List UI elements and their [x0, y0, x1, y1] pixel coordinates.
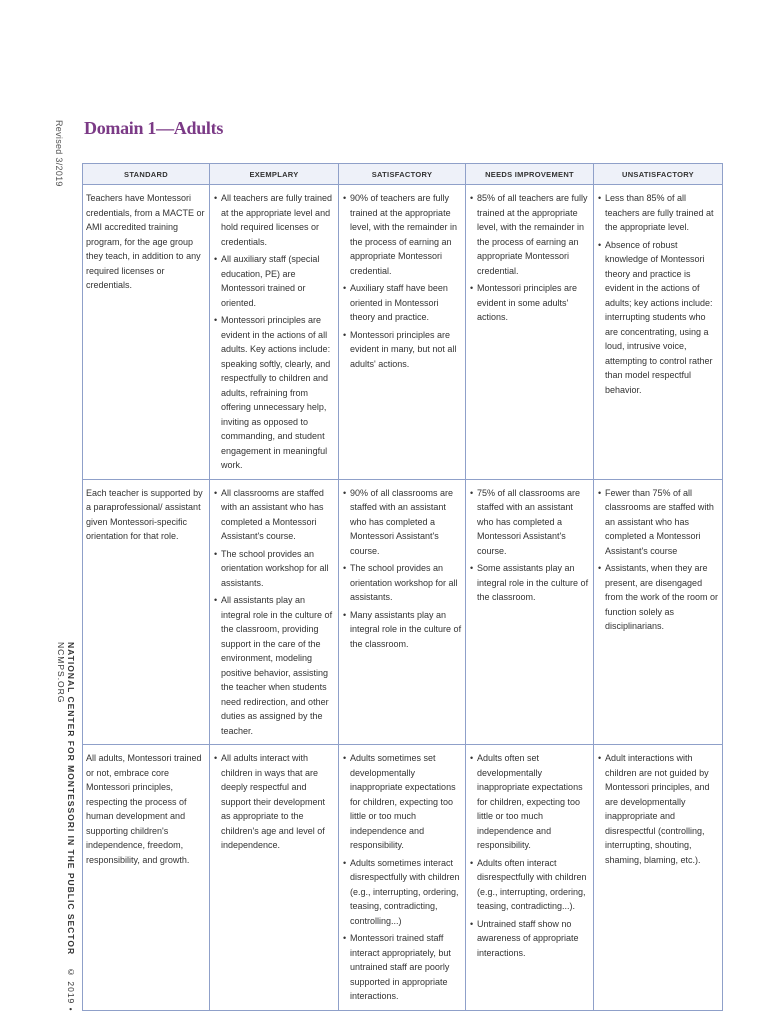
bullet-item: • Fewer than 75% of all classrooms are staffed with an assistant who has completed a Montessori Assistant's course [597, 486, 719, 559]
bullet-item: • All assistants play an integral role in the culture of the classroom, providing support in the care of the environment, modeling positive behavior, assisting the teacher when students need redirection, and other duties as assigned by the teacher. [213, 593, 335, 738]
copyright: © 2019 • NCMPS.ORG [56, 642, 76, 1012]
bullet-item: • Absence of robust knowledge of Montessori theory and practice is evident in the actions of adults; key actions include: interrupting students who are concentrating, using a loud, intrusive voice, attempting to control rather than model respectful behavior. [597, 238, 719, 398]
bullet-item: • Auxiliary staff have been oriented in Montessori theory and practice. [342, 281, 462, 325]
bullet-item: • Montessori trained staff interact appropriately, but untrained staff are poorly supported in appropriate interactions. [342, 931, 462, 1004]
table-row [83, 185, 723, 480]
side-footer [56, 642, 76, 1024]
bullet-item: • Montessori principles are evident in many, but not all adults' actions. [342, 328, 462, 372]
needs-improvement-cell [466, 745, 594, 1011]
bullet-item: • Some assistants play an integral role in the culture of the classroom. [469, 561, 590, 605]
bullet-item: • All classrooms are staffed with an assistant who has completed a Montessori Assistant's course. [213, 486, 335, 544]
bullet-item: • All auxiliary staff (special education, PE) are Montessori trained or oriented. [213, 252, 335, 310]
bullet-item: • Montessori principles are evident in the actions of all adults. Key actions include: speaking softly, clearly, and respectfully to children and adults, refraining from offering unnecessary help, inviting as opposed to commanding, and student engagement in meaningful work. [213, 313, 335, 473]
satisfactory-cell [339, 185, 466, 480]
standard-cell [83, 185, 210, 480]
unsatisfactory-cell [594, 185, 723, 480]
bullet-item: • All teachers are fully trained at the appropriate level and hold required licenses or credentials. [213, 191, 335, 249]
bullet-item: • 90% of all classrooms are staffed with an assistant who has completed a Montessori Assistant's course. [342, 486, 462, 559]
header-satisfactory: SATISFACTORY [339, 164, 466, 185]
table-row [83, 745, 723, 1011]
revised-date: Revised 3/2019 [54, 120, 64, 187]
bullet-item: • The school provides an orientation workshop for all assistants. [342, 561, 462, 605]
bullet-item: • Adults sometimes interact disrespectfully with children (e.g., interrupting, ordering, teasing, contradicting, controlling...) [342, 856, 462, 929]
header-needs-improvement: NEEDS IMPROVEMENT [466, 164, 594, 185]
header-standard: STANDARD [83, 164, 210, 185]
standard-text: All adults, Montessori trained or not, embrace core Montessori principles, respecting the process of human development and supporting children's independence, freedom, responsibility, and growth. [86, 753, 202, 865]
needs-improvement-cell [466, 479, 594, 745]
bullet-item: • Untrained staff show no awareness of appropriate interactions. [469, 917, 590, 961]
unsatisfactory-cell [594, 479, 723, 745]
satisfactory-cell [339, 745, 466, 1011]
standard-cell [83, 479, 210, 745]
standard-text: Each teacher is supported by a paraprofessional/ assistant given Montessori-specific orientation for that role. [86, 487, 203, 541]
bullet-item: • Less than 85% of all teachers are fully trained at the appropriate level. [597, 191, 719, 235]
rubric-table [82, 163, 723, 1011]
bullet-item: • 85% of all teachers are fully trained at the appropriate level, with the remainder in the process of earning an appropriate Montessori credential. [469, 191, 590, 278]
exemplary-cell [210, 479, 339, 745]
needs-improvement-cell [466, 185, 594, 480]
bullet-item: • The school provides an orientation workshop for all assistants. [213, 547, 335, 591]
bullet-item: • All adults interact with children in ways that are deeply respectful and support their development as appropriate to the children's age and level of independence. [213, 751, 335, 853]
bullet-item: • Assistants, when they are present, are disengaged from the work of the room or function solely as disciplinarians. [597, 561, 719, 634]
bullet-item: • Adults often interact disrespectfully with children (e.g., interrupting, ordering, teasing, contradicting...). [469, 856, 590, 914]
satisfactory-cell [339, 479, 466, 745]
unsatisfactory-cell [594, 745, 723, 1011]
table-row [83, 479, 723, 745]
header-row [83, 164, 723, 185]
header-unsatisfactory: UNSATISFACTORY [594, 164, 723, 185]
bullet-item: • 90% of teachers are fully trained at the appropriate level, with the remainder in the process of earning an appropriate Montessori credential. [342, 191, 462, 278]
org-name: NATIONAL CENTER FOR MONTESSORI IN THE PUBLIC SECTOR [66, 642, 76, 956]
exemplary-cell [210, 185, 339, 480]
header-exemplary: EXEMPLARY [210, 164, 339, 185]
bullet-item: • Adults sometimes set developmentally inappropriate expectations for children, expecting too little or too much independence and responsibility. [342, 751, 462, 853]
standard-text: Teachers have Montessori credentials, from a MACTE or AMI accredited training program, for the age group they teach, in addition to any required licenses or credentials. [86, 193, 205, 290]
bullet-item: • Montessori principles are evident in some adults' actions. [469, 281, 590, 325]
exemplary-cell [210, 745, 339, 1011]
bullet-item: • Adult interactions with children are not guided by Montessori principles, and are developmentally inappropriate and disrespectful (controlling, interrupting, shouting, shaming, blaming, etc.). [597, 751, 719, 867]
bullet-item: • Many assistants play an integral role in the culture of the classroom. [342, 608, 462, 652]
page-title: Domain 1—Adults [84, 118, 224, 138]
bullet-item: • Adults often set developmentally inappropriate expectations for children, expecting too little or too much independence and responsibility. [469, 751, 590, 853]
standard-cell [83, 745, 210, 1011]
bullet-item: • 75% of all classrooms are staffed with an assistant who has completed a Montessori Assistant's course. [469, 486, 590, 559]
